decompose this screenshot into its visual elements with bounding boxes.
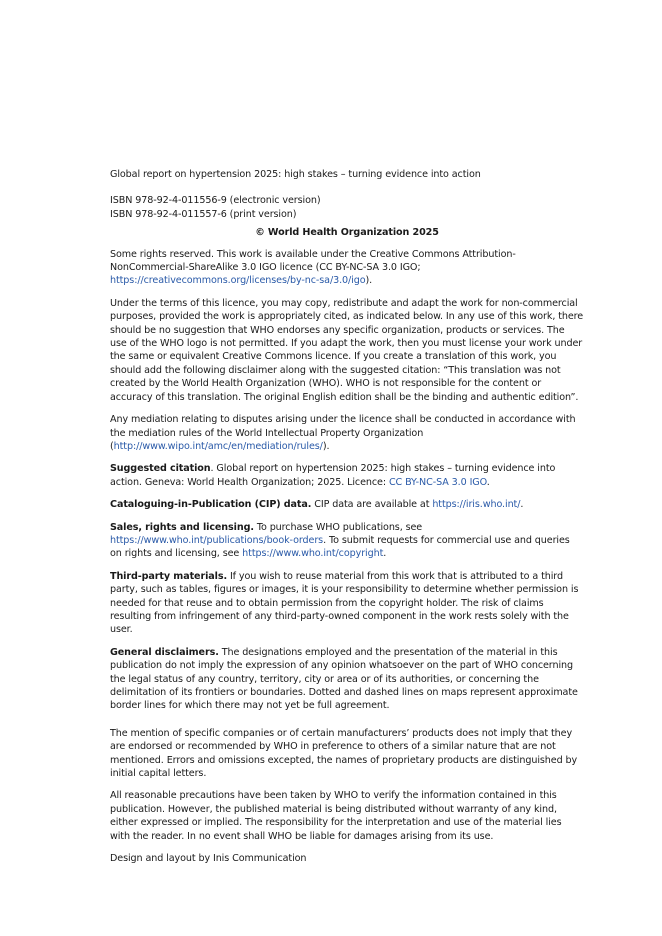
copyright-link[interactable]: https://www.who.int/copyright	[242, 548, 384, 560]
iris-link[interactable]: https://iris.who.int/	[432, 499, 521, 511]
sales-text-2: . To submit requests for commercial use and queries on rights and licensing, see	[110, 534, 570, 560]
third-party-text: If you wish to reuse material from this work that is attributed to a third party, such as tables, figures or images, it is your responsibility to determine whether permission is needed for that reuse and to obtain permission from the copyright holder. The risk of claims resulting from infringement of any third-party-owned component in the work rests solely with the user.	[110, 570, 579, 636]
precautions-paragraph: All reasonable precautions have been taken by WHO to verify the information contained in this publication. However, the published material is being distributed without warranty of any kind, either expressed or implied. The responsibility for the interpretation and use of the material lies with the reader. In no event shall WHO be liable for damages arising from its use.	[110, 790, 562, 842]
copyright-notice: © World Health Organization 2025	[255, 227, 439, 239]
sales-label: Sales, rights and licensing.	[110, 521, 254, 533]
wipo-rules-link[interactable]: http://www.wipo.int/amc/en/mediation/rules/	[113, 440, 323, 452]
disclaimers-paragraph	[110, 646, 584, 713]
cip-label: Cataloguing-in-Publication (CIP) data.	[110, 499, 312, 511]
citation-label: Suggested citation	[110, 463, 211, 475]
citation-paragraph	[110, 462, 584, 489]
isbn-block	[110, 194, 584, 221]
creative-commons-link[interactable]: https://creativecommons.org/licenses/by-nc-sa/3.0/igo	[110, 275, 366, 287]
rights-paragraph	[110, 248, 584, 288]
design-credit: Design and layout by Inis Communication	[110, 853, 307, 865]
cip-suffix: .	[520, 499, 524, 511]
mediation-text: Any mediation relating to disputes arising under the licence shall be conducted in accordance with the mediation rules of the World Intellectual Property Organization (	[110, 414, 576, 452]
mediation-paragraph	[110, 413, 584, 453]
companies-paragraph: The mention of specific companies or of certain manufacturers’ products does not imply that they are endorsed or recommended by WHO in preference to others of a similar nature that are not mentioned. Errors and omissions excepted, the names of proprietary products are distinguished by initial capital letters.	[110, 727, 578, 780]
book-orders-link[interactable]: https://www.who.int/publications/book-orders	[110, 534, 324, 546]
cip-text: CIP data are available at	[311, 499, 433, 511]
third-party-paragraph	[110, 570, 584, 637]
isbn-electronic: ISBN 978-92-4-011556-9 (electronic version)	[110, 195, 321, 207]
licence-link[interactable]: CC BY-NC-SA 3.0 IGO	[388, 476, 487, 488]
citation-text: . Global report on hypertension 2025: high stakes – turning evidence into action. Geneva: World Health Organization; 2025. Licence:	[110, 463, 556, 488]
third-party-label: Third-party materials.	[110, 570, 227, 582]
sales-suffix: .	[383, 548, 387, 560]
disclaimers-text: The designations employed and the presentation of the material in this publication do not imply the expression of any opinion whatsoever on the part of WHO concerning the legal status of any country, territory, city or area or of its authorities, or concerning the delimitation of its frontiers or boundaries. Dotted and dashed lines on maps represent approximate border lines for which there may not yet be full agreement.	[110, 646, 578, 712]
cip-paragraph	[110, 498, 584, 511]
citation-suffix: .	[486, 476, 490, 488]
licence-terms-paragraph: Under the terms of this licence, you may copy, redistribute and adapt the work for non-commercial purposes, provided the work is appropriately cited, as indicated below. In any use of this work, there should be no suggestion that WHO endorses any specific organization, products or services. The use of the WHO logo is not permitted. If you adapt the work, then you must license your work under the same or equivalent Creative Commons licence. If you create a translation of this work, you should add the following disclaimer along with the suggested citation: “This translation was not created by the World Health Organization (WHO). WHO is not responsible for the content or accuracy of this translation. The original English edition shall be the binding and authentic edition”.	[110, 297, 584, 403]
isbn-print: ISBN 978-92-4-011557-6 (print version)	[110, 208, 297, 220]
copyright-page-content	[110, 168, 584, 874]
report-title: Global report on hypertension 2025: high stakes – turning evidence into action	[110, 169, 481, 180]
rights-text: Some rights reserved. This work is available under the Creative Commons Attribution-NonCommercial-ShareAlike 3.0 IGO licence (CC BY-NC-SA 3.0 IGO;	[110, 248, 516, 274]
mediation-suffix: ).	[322, 440, 330, 452]
rights-suffix: ).	[365, 275, 373, 287]
sales-text-1: To purchase WHO publications, see	[253, 521, 423, 533]
sales-paragraph	[110, 521, 584, 561]
disclaimers-label: General disclaimers.	[110, 646, 219, 658]
